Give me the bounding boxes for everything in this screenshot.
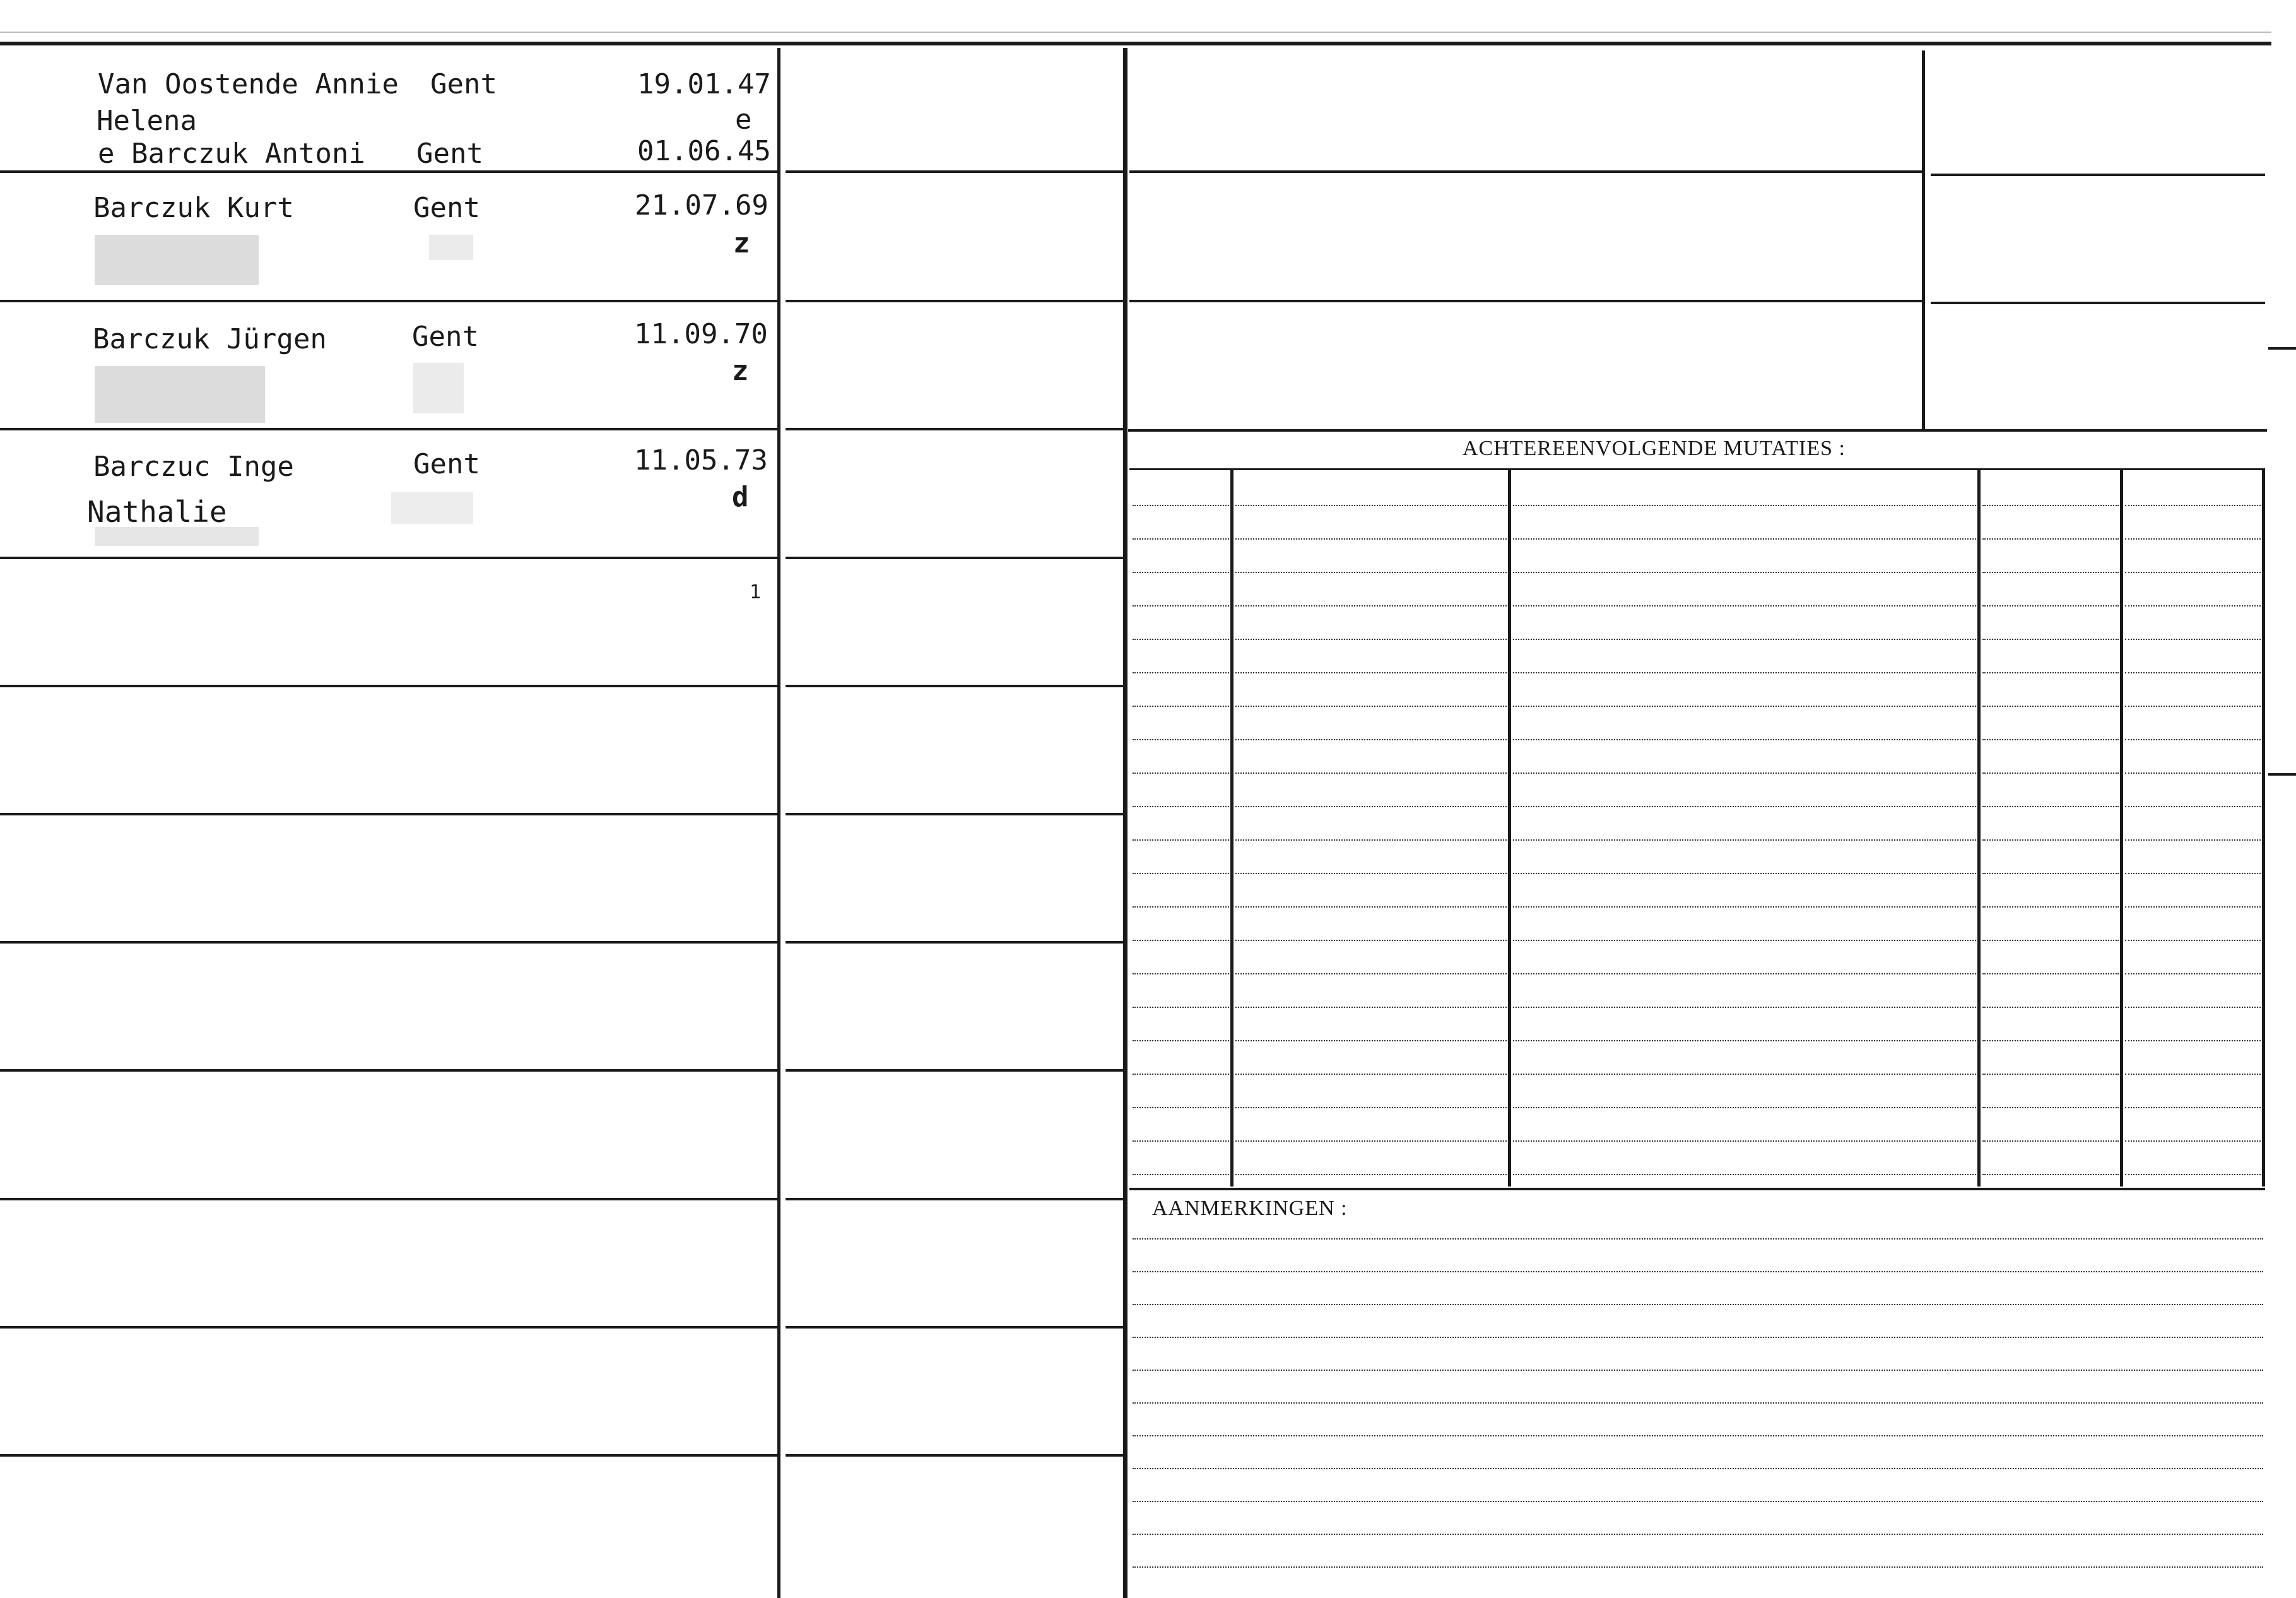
- mutation-rule: [2125, 873, 2261, 874]
- row-separator: [786, 428, 1126, 430]
- row3-place: Gent: [412, 321, 479, 353]
- mutation-rule: [1982, 1107, 2119, 1108]
- remark-rule: [1133, 1402, 2263, 1404]
- stray-mark: 1: [750, 581, 762, 603]
- row-separator: [786, 1069, 1126, 1072]
- mutation-rule: [1513, 839, 1976, 841]
- mutation-rule: [1133, 605, 1229, 607]
- row4-code: d: [732, 481, 749, 513]
- mutation-rule: [1513, 505, 1976, 506]
- mutation-rule: [1133, 505, 1229, 506]
- mutation-rule: [2125, 572, 2261, 573]
- row2-name: Barczuk Kurt: [93, 192, 294, 224]
- mutation-rule: [1133, 538, 1229, 540]
- row2-date: 21.07.69: [635, 189, 768, 222]
- mutation-rule: [1982, 1074, 2119, 1075]
- remark-rule: [1133, 1501, 2263, 1502]
- row-separator: [0, 1326, 777, 1329]
- row3-name: Barczuk Jürgen: [93, 323, 327, 355]
- mutations-top-rule: [1128, 429, 2267, 432]
- mutation-rule: [2125, 906, 2261, 908]
- edge-tick: [2268, 773, 2296, 776]
- mutation-rule: [1133, 672, 1229, 673]
- mutation-rule: [2125, 1140, 2261, 1142]
- mutations-col: [1230, 470, 1233, 1187]
- mutation-rule: [2125, 772, 2261, 774]
- mutation-rule: [1513, 706, 1976, 707]
- mutation-rule: [1235, 906, 1507, 908]
- mutation-rule: [1513, 772, 1976, 774]
- mutation-rule: [1133, 1007, 1229, 1008]
- mutation-rule: [1235, 706, 1507, 707]
- mutation-rule: [1982, 538, 2119, 540]
- mutation-rule: [1982, 572, 2119, 573]
- mutation-rule: [1235, 505, 1507, 506]
- remark-rule: [1133, 1337, 2263, 1338]
- mutation-rule: [1133, 839, 1229, 841]
- mutation-rule: [1513, 572, 1976, 573]
- mutation-rule: [1133, 873, 1229, 874]
- mutation-rule: [2125, 672, 2261, 673]
- mutation-rule: [1982, 505, 2119, 506]
- row-separator: [786, 1326, 1126, 1329]
- row-separator: [0, 685, 777, 687]
- mutation-rule: [2125, 1074, 2261, 1075]
- mutation-rule: [1982, 639, 2119, 640]
- mutation-rule: [1133, 906, 1229, 908]
- mutation-rule: [1982, 839, 2119, 841]
- mutation-rule: [2125, 706, 2261, 707]
- mutation-rule: [1982, 772, 2119, 774]
- remark-rule: [1133, 1566, 2263, 1568]
- row-separator: [0, 1069, 777, 1072]
- mutation-rule: [1235, 873, 1507, 874]
- mutation-rule: [1133, 1107, 1229, 1108]
- row1b-name: e Barczuk Antoni: [98, 138, 365, 170]
- mutation-rule: [1235, 806, 1507, 807]
- row1-date: 19.01.47: [637, 68, 771, 100]
- mutation-rule: [1982, 806, 2119, 807]
- row-separator: [786, 941, 1126, 944]
- remark-rule: [1133, 1435, 2263, 1436]
- mutation-rule: [1513, 940, 1976, 941]
- mutations-bottom-rule: [1129, 1188, 2265, 1190]
- upper-right-rule: [1129, 170, 1922, 173]
- mutation-rule: [1513, 605, 1976, 607]
- mutation-rule: [1235, 1174, 1507, 1175]
- mutation-rule: [1235, 572, 1507, 573]
- mutation-rule: [1982, 1174, 2119, 1175]
- mutation-rule: [1133, 1040, 1229, 1041]
- row2-code: z: [733, 227, 750, 259]
- mutation-rule: [2125, 1107, 2261, 1108]
- mutation-rule: [2125, 605, 2261, 607]
- mutation-rule: [2125, 1007, 2261, 1008]
- mutation-rule: [1982, 1007, 2119, 1008]
- row-separator: [786, 813, 1126, 815]
- row-separator: [0, 1454, 777, 1457]
- mutation-rule: [2125, 505, 2261, 506]
- mutation-rule: [1133, 1174, 1229, 1175]
- row-separator: [0, 300, 777, 302]
- remark-rule: [1133, 1238, 2263, 1240]
- mutation-rule: [1982, 940, 2119, 941]
- row4-date: 11.05.73: [634, 444, 768, 476]
- mutations-col: [2120, 470, 2123, 1187]
- mutation-rule: [1982, 1040, 2119, 1041]
- mutation-rule: [2125, 1040, 2261, 1041]
- remarks-title: AANMERKINGEN :: [1152, 1197, 1348, 1220]
- faded-stamp: [95, 235, 259, 285]
- mutation-rule: [1982, 973, 2119, 974]
- mutation-rule: [1235, 1074, 1507, 1075]
- mutations-title: ACHTEREENVOLGENDE MUTATIES :: [1463, 437, 1846, 460]
- upper-right-rule: [1129, 300, 1922, 302]
- mid-col-divider: [1123, 48, 1127, 1598]
- mutation-rule: [1235, 772, 1507, 774]
- mutation-rule: [1133, 973, 1229, 974]
- row3-code: z: [732, 355, 749, 387]
- row3-date: 11.09.70: [634, 318, 768, 350]
- mutation-rule: [1982, 873, 2119, 874]
- remark-rule: [1133, 1271, 2263, 1272]
- mutation-rule: [1133, 1074, 1229, 1075]
- remark-rule: [1133, 1534, 2263, 1535]
- upper-right-rule: [1931, 174, 2265, 176]
- row2-place: Gent: [413, 192, 480, 224]
- upper-right-divider: [1922, 50, 1925, 429]
- mutation-rule: [2125, 940, 2261, 941]
- mutations-col: [1508, 470, 1511, 1187]
- remark-rule: [1133, 1304, 2263, 1305]
- row-separator: [786, 557, 1126, 559]
- mutation-rule: [1982, 672, 2119, 673]
- row1-place: Gent: [430, 68, 497, 100]
- mutation-rule: [1235, 1007, 1507, 1008]
- mutation-rule: [2125, 538, 2261, 540]
- mutation-rule: [1982, 706, 2119, 707]
- row-separator: [786, 300, 1126, 302]
- row1-name: Van Oostende Annie: [98, 68, 399, 100]
- mutation-rule: [1982, 1140, 2119, 1142]
- row4-name-cont: Nathalie: [87, 495, 227, 529]
- mutation-rule: [1513, 639, 1976, 640]
- row4-name: Barczuc Inge: [93, 451, 294, 483]
- mutation-rule: [1513, 672, 1976, 673]
- row1b-date: 01.06.45: [637, 135, 771, 167]
- mutation-rule: [1513, 538, 1976, 540]
- row-separator: [0, 1198, 777, 1200]
- top-faint-rule: [0, 32, 2271, 33]
- row1-name-cont: Helena: [97, 105, 197, 137]
- mutation-rule: [1513, 906, 1976, 908]
- mutation-rule: [1513, 1074, 1976, 1075]
- remark-rule: [1133, 1370, 2263, 1371]
- mutation-rule: [1133, 739, 1229, 740]
- mutation-rule: [1133, 639, 1229, 640]
- mutation-rule: [1513, 806, 1976, 807]
- mutation-rule: [1235, 639, 1507, 640]
- row-separator: [786, 1454, 1126, 1457]
- mutation-rule: [1133, 940, 1229, 941]
- mutation-rule: [2125, 639, 2261, 640]
- mutation-rule: [1513, 1140, 1976, 1142]
- mutation-rule: [1133, 706, 1229, 707]
- mutation-rule: [2125, 739, 2261, 740]
- faded-stamp: [391, 492, 473, 524]
- mutations-col: [1977, 470, 1981, 1187]
- mutation-rule: [1235, 1140, 1507, 1142]
- mutation-rule: [1235, 605, 1507, 607]
- mutation-rule: [1133, 1140, 1229, 1142]
- mutations-col: [2262, 470, 2265, 1187]
- mutation-rule: [1513, 873, 1976, 874]
- mutation-rule: [1982, 906, 2119, 908]
- faded-stamp: [95, 366, 265, 423]
- top-rule: [0, 42, 2271, 45]
- mutation-rule: [1235, 839, 1507, 841]
- row-separator: [0, 557, 777, 559]
- row1b-place: Gent: [416, 138, 483, 170]
- mutation-rule: [1513, 1174, 1976, 1175]
- mutation-rule: [2125, 973, 2261, 974]
- row-separator: [786, 1198, 1126, 1200]
- row-separator: [786, 685, 1126, 687]
- mutation-rule: [1513, 1007, 1976, 1008]
- remark-rule: [1133, 1468, 2263, 1469]
- row-separator: [786, 170, 1126, 173]
- left-col-divider: [777, 48, 780, 1598]
- row4-place: Gent: [413, 448, 480, 480]
- mutation-rule: [1513, 973, 1976, 974]
- mutation-rule: [1133, 572, 1229, 573]
- mutation-rule: [1982, 605, 2119, 607]
- mutation-rule: [1235, 538, 1507, 540]
- row1-code: e: [735, 104, 752, 136]
- row-separator: [0, 170, 777, 173]
- row-separator: [0, 428, 777, 430]
- mutation-rule: [1982, 739, 2119, 740]
- mutation-rule: [1235, 940, 1507, 941]
- mutation-rule: [1235, 973, 1507, 974]
- mutation-rule: [1133, 772, 1229, 774]
- mutation-rule: [1513, 1107, 1976, 1108]
- mutation-rule: [1513, 1040, 1976, 1041]
- faded-stamp: [429, 235, 473, 260]
- mutation-rule: [1235, 1107, 1507, 1108]
- mutation-rule: [1513, 739, 1976, 740]
- mutation-rule: [1235, 739, 1507, 740]
- edge-tick: [2268, 347, 2296, 350]
- faded-stamp: [413, 363, 464, 413]
- row-separator: [0, 941, 777, 944]
- mutation-rule: [1133, 806, 1229, 807]
- mutation-rule: [1235, 672, 1507, 673]
- mutation-rule: [2125, 806, 2261, 807]
- mutation-rule: [2125, 1174, 2261, 1175]
- faded-stamp: [95, 527, 259, 546]
- mutations-table-top: [1129, 468, 2265, 470]
- upper-right-rule: [1931, 302, 2265, 304]
- row-separator: [0, 813, 777, 815]
- mutation-rule: [1235, 1040, 1507, 1041]
- mutation-rule: [2125, 839, 2261, 841]
